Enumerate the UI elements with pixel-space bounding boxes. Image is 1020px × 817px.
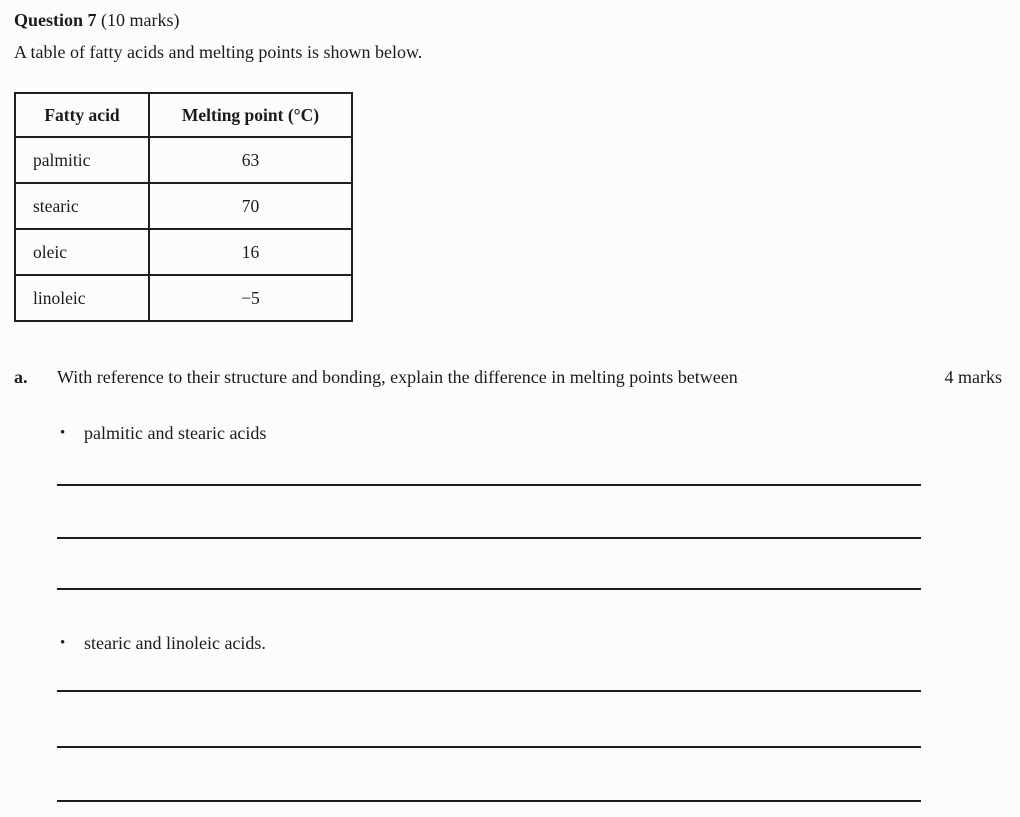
melting-point-value: 16 <box>149 229 352 275</box>
part-a-marks: 4 marks <box>944 367 1002 387</box>
table-row <box>15 229 352 275</box>
melting-point-value: 70 <box>149 183 352 229</box>
fatty-acid-table <box>14 92 353 322</box>
fatty-acid-name: oleic <box>15 229 149 275</box>
bullet-text: stearic and linoleic acids. <box>84 633 266 653</box>
bullet-item <box>57 422 266 444</box>
bullet-text: palmitic and stearic acids <box>84 423 267 443</box>
answer-line <box>57 588 921 590</box>
answer-line <box>57 800 921 802</box>
fatty-acid-name: stearic <box>15 183 149 229</box>
fatty-acid-name: linoleic <box>15 275 149 321</box>
question-number: Question 7 <box>14 10 97 30</box>
bullet-icon: • <box>60 425 66 441</box>
bullet-icon: • <box>60 635 66 651</box>
answer-line <box>57 537 921 539</box>
answer-line <box>57 484 921 486</box>
question-total-marks: (10 marks) <box>96 10 180 30</box>
question-title <box>14 9 180 31</box>
melting-point-value: 63 <box>149 137 352 183</box>
table-row <box>15 275 352 321</box>
part-a <box>14 366 1002 388</box>
melting-point-value: −5 <box>149 275 352 321</box>
part-a-prompt: With reference to their structure and bonding, explain the difference in melting points between <box>57 367 738 387</box>
table-header-row <box>15 93 352 137</box>
answer-line <box>57 690 921 692</box>
column-header-fatty-acid: Fatty acid <box>15 93 149 137</box>
table-row <box>15 137 352 183</box>
bullet-item <box>57 632 266 654</box>
question-intro: A table of fatty acids and melting points is shown below. <box>14 42 423 62</box>
column-header-melting-point: Melting point (°C) <box>149 93 352 137</box>
part-a-label: a. <box>14 367 28 387</box>
table-row <box>15 183 352 229</box>
answer-line <box>57 746 921 748</box>
fatty-acid-name: palmitic <box>15 137 149 183</box>
